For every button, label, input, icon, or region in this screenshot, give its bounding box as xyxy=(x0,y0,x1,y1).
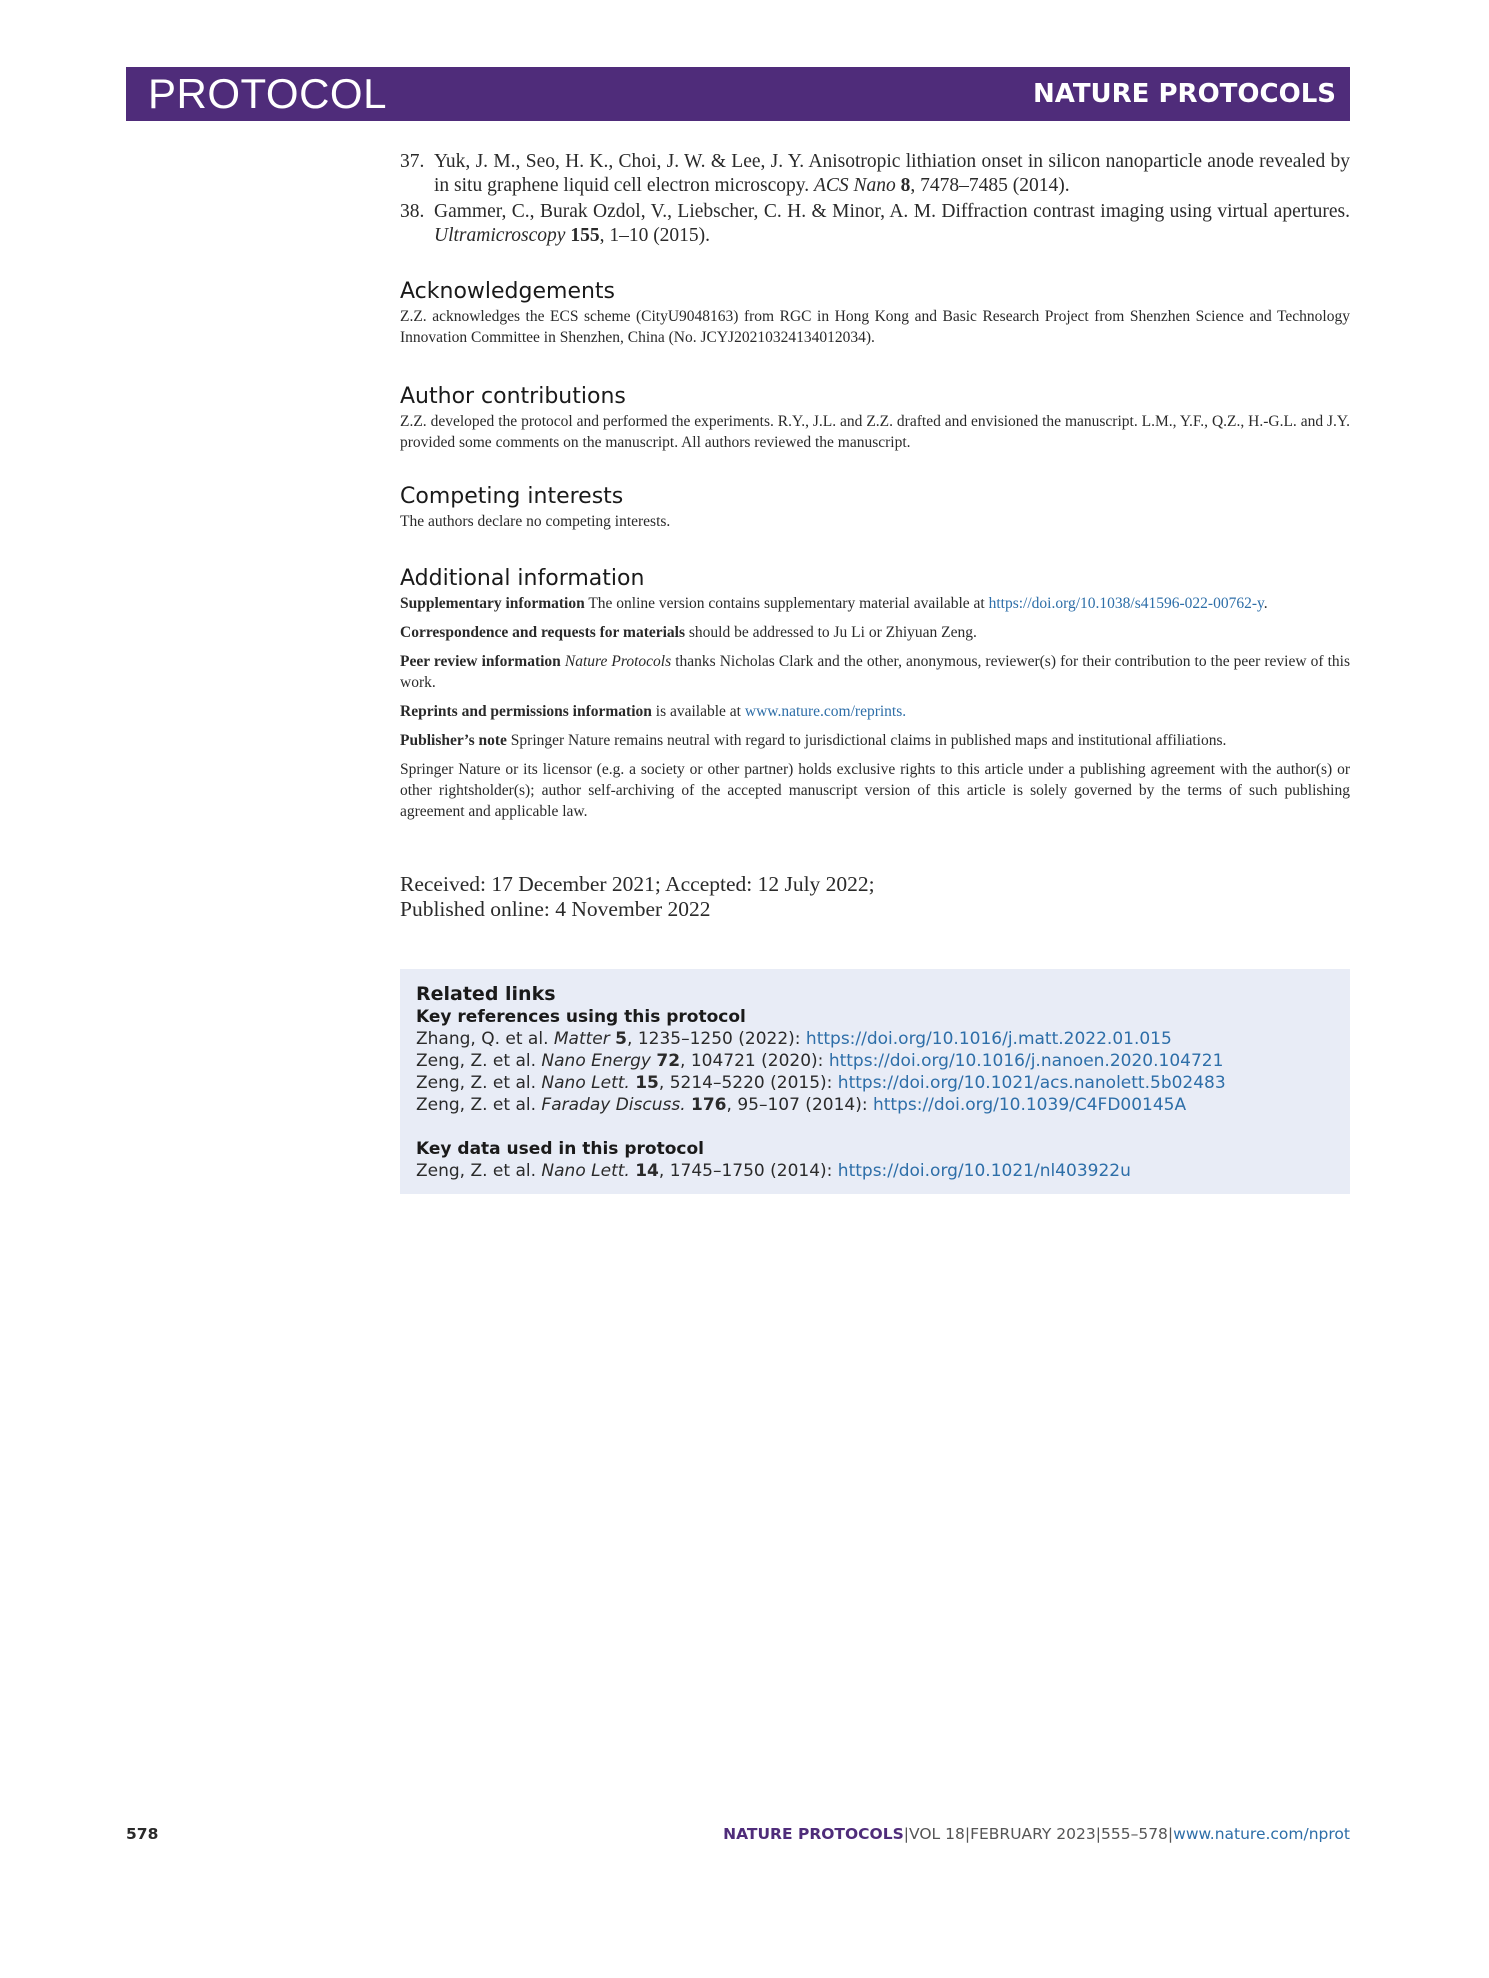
footer-pages: 555–578 xyxy=(1101,1825,1168,1843)
related-link-volume: 15 xyxy=(635,1073,659,1093)
page-number: 578 xyxy=(126,1825,159,1843)
reference-journal: Ultramicroscopy xyxy=(434,224,566,246)
reprints-information xyxy=(400,701,1350,722)
related-link-pages: , 1235–1250 (2022): xyxy=(627,1029,806,1049)
author-contributions-section xyxy=(400,384,1350,453)
received-accepted-dates: Received: 17 December 2021; Accepted: 12 July 2022; xyxy=(400,872,875,896)
related-link-journal: Faraday Discuss. xyxy=(541,1095,686,1115)
footer-separator: | xyxy=(964,1825,971,1843)
footer-citation xyxy=(723,1825,1350,1843)
reference-journal: ACS Nano xyxy=(813,174,896,196)
related-link-volume: 5 xyxy=(615,1029,628,1049)
additional-information-section xyxy=(400,566,1350,830)
supplementary-end: . xyxy=(1263,595,1268,612)
related-link-journal: Nano Lett. xyxy=(541,1073,630,1093)
related-link-pages: , 1745–1750 (2014): xyxy=(658,1161,838,1181)
related-link-url[interactable]: https://doi.org/10.1016/j.matt.2022.01.015 xyxy=(805,1029,1172,1049)
reference-text: Yuk, J. M., Seo, H. K., Choi, J. W. & Lee, J. Y. Anisotropic lithiation onset in silicon nanoparticle anode revealed by in situ graphene liquid cell electron microscopy. xyxy=(434,151,1350,196)
reference-number: 38. xyxy=(400,201,425,222)
reference-item xyxy=(400,150,1350,197)
correspondence-information xyxy=(400,622,1350,643)
footer-date: FEBRUARY 2023 xyxy=(970,1825,1096,1843)
peer-review-label: Peer review information xyxy=(400,653,561,670)
correspondence-label: Correspondence and requests for materials xyxy=(400,624,686,641)
related-link-journal: Nano Energy xyxy=(541,1051,651,1071)
acknowledgements-text: Z.Z. acknowledges the ECS scheme (CityU9048163) from RGC in Hong Kong and Basic Research Project from Shenzhen Science and Technology Innovation Committee in Shenzhen, China (No. JCYJ20210324134012034). xyxy=(400,308,1350,346)
related-link-volume: 176 xyxy=(691,1095,727,1115)
published-online-date: Published online: 4 November 2022 xyxy=(400,897,711,921)
reference-number: 37. xyxy=(400,151,425,172)
section-label: PROTOCOL xyxy=(148,70,387,117)
supplementary-link[interactable]: https://doi.org/10.1038/s41596-022-00762-y xyxy=(988,595,1264,612)
author-contributions-heading: Author contributions xyxy=(400,384,626,409)
related-link-pages: , 95–107 (2014): xyxy=(726,1095,873,1115)
reprints-link[interactable]: www.nature.com/reprints. xyxy=(744,703,907,720)
related-link-authors: Zeng, Z. et al. xyxy=(416,1073,542,1093)
footer-separator: | xyxy=(1095,1825,1101,1843)
peer-review-information xyxy=(400,651,1350,693)
related-link-pages: , 5214–5220 (2015): xyxy=(658,1073,838,1093)
additional-information-heading: Additional information xyxy=(400,566,645,591)
key-references-heading: Key references using this protocol xyxy=(416,1007,746,1027)
related-link-authors: Zhang, Q. et al. xyxy=(416,1029,554,1049)
related-link-pages: , 104721 (2020): xyxy=(680,1051,829,1071)
reference-volume: 8 xyxy=(900,174,911,196)
reprints-text: is available at xyxy=(651,703,745,720)
publishers-note-label: Publisher’s note xyxy=(400,732,507,749)
correspondence-text: should be addressed to Ju Li or Zhiyuan Zeng. xyxy=(685,624,977,641)
competing-interests-section xyxy=(400,484,1350,532)
author-contributions-text: Z.Z. developed the protocol and performed the experiments. R.Y., J.L. and Z.Z. drafted and envisioned the manuscript. L.M., Y.F., Q.Z., H.-G.L. and J.Y. provided some comments on the manuscript. All authors reviewed the manuscript. xyxy=(400,413,1350,451)
related-link-item xyxy=(416,1160,1336,1182)
reference-volume: 155 xyxy=(570,224,600,246)
key-data-heading: Key data used in this protocol xyxy=(416,1139,704,1159)
supplementary-label: Supplementary information xyxy=(400,595,585,612)
related-link-url[interactable]: https://doi.org/10.1016/j.nanoen.2020.104721 xyxy=(828,1051,1224,1071)
related-link-volume: 14 xyxy=(635,1161,659,1181)
supplementary-text: The online version contains supplementary material available at xyxy=(584,595,989,612)
acknowledgements-section xyxy=(400,279,1350,348)
publication-dates xyxy=(400,872,1350,922)
supplementary-information xyxy=(400,593,1350,614)
reference-list xyxy=(400,150,1350,250)
publishers-note-text: Springer Nature remains neutral with regard to jurisdictional claims in published maps and institutional affiliations. xyxy=(506,732,1227,749)
reprints-label: Reprints and permissions information xyxy=(400,703,652,720)
related-link-url[interactable]: https://doi.org/10.1021/nl403922u xyxy=(837,1161,1131,1181)
related-links-title: Related links xyxy=(416,983,556,1005)
related-link-authors: Zeng, Z. et al. xyxy=(416,1095,542,1115)
related-link-item xyxy=(416,1050,1336,1072)
related-link-item xyxy=(416,1094,1336,1116)
related-link-url[interactable]: https://doi.org/10.1021/acs.nanolett.5b02483 xyxy=(837,1073,1226,1093)
reference-text: Gammer, C., Burak Ozdol, V., Liebscher, C. H. & Minor, A. M. Diffraction contrast imaging using virtual apertures. xyxy=(434,201,1350,222)
related-link-authors: Zeng, Z. et al. xyxy=(416,1051,542,1071)
related-link-journal: Nano Lett. xyxy=(541,1161,630,1181)
competing-interests-text: The authors declare no competing interests. xyxy=(400,513,671,530)
footer-website-link[interactable]: www.nature.com/nprot xyxy=(1173,1825,1350,1843)
footer-separator: | xyxy=(903,1825,910,1843)
related-link-item xyxy=(416,1028,1336,1050)
header-banner xyxy=(126,67,1350,121)
journal-name: NATURE PROTOCOLS xyxy=(1032,79,1336,109)
related-link-url[interactable]: https://doi.org/10.1039/C4FD00145A xyxy=(872,1095,1187,1115)
acknowledgements-heading: Acknowledgements xyxy=(400,279,616,304)
footer-journal: NATURE PROTOCOLS xyxy=(723,1825,904,1843)
related-links-box xyxy=(400,969,1350,1194)
reference-item xyxy=(400,200,1350,247)
rights-statement: Springer Nature or its licensor (e.g. a society or other partner) holds exclusive rights to this article under a publishing agreement with the author(s) or other rightsholder(s); author self-archiving of the accepted manuscript version of this article is solely governed by the terms of such publishing agreement and applicable law. xyxy=(400,761,1350,820)
related-link-item xyxy=(416,1072,1336,1094)
related-link-journal: Matter xyxy=(553,1029,610,1049)
publishers-note xyxy=(400,730,1350,751)
peer-review-text: thanks Nicholas Clark and the other, anonymous, reviewer(s) for their contribution to the peer review of this work. xyxy=(400,653,1351,691)
peer-review-journal: Nature Protocols xyxy=(564,653,672,670)
footer-separator: | xyxy=(1167,1825,1174,1843)
related-link-authors: Zeng, Z. et al. xyxy=(416,1161,542,1181)
reference-pages: , 7478–7485 (2014). xyxy=(910,174,1070,196)
footer-volume: VOL 18 xyxy=(909,1825,965,1843)
reference-pages: , 1–10 (2015). xyxy=(599,224,711,246)
competing-interests-heading: Competing interests xyxy=(400,484,624,509)
related-link-volume: 72 xyxy=(656,1051,681,1071)
